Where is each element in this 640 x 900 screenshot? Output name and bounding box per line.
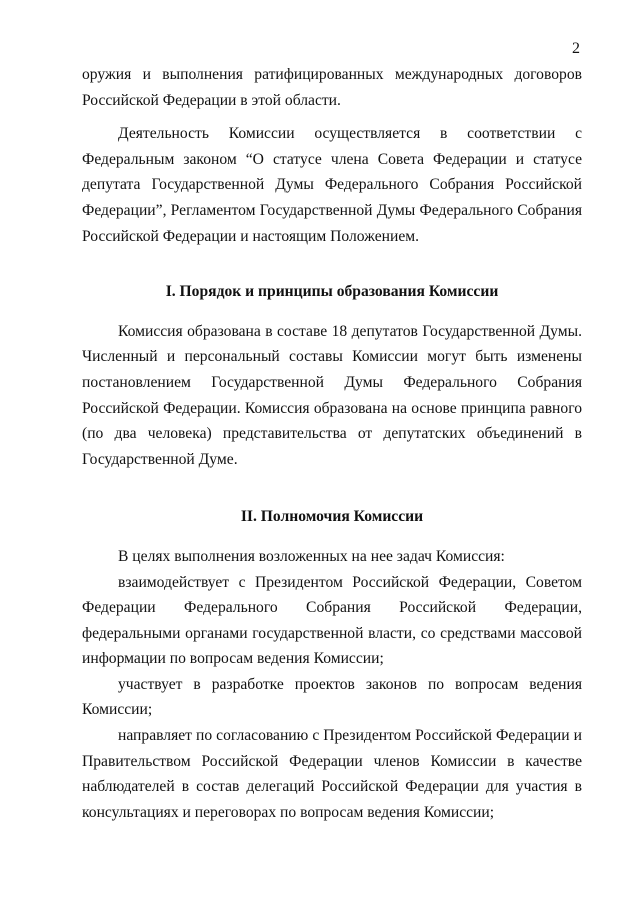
section-heading-powers: II. Полномочия Комиссии [240,508,424,526]
page-number: 2 [572,40,580,57]
section-heading-formation: I. Порядок и принципы образования Комиссии [165,283,499,301]
paragraph-power-legislation: участвует в разработке проектов законов по вопросам ведения Комиссии; [82,675,582,719]
paragraph-powers-intro: В целях выполнения возложенных на нее задач Комиссия: [118,547,505,565]
paragraph-continuation: оружия и выполнения ратифицированных международных договоров Российской Федерации в этой области. [82,66,582,109]
document-body [82,62,582,825]
paragraph-composition: Комиссия образована в составе 18 депутатов Государственной Думы. Численный и персональный составы Комиссии могут быть изменены постановлением Государственной Думы Федерального Собрания Российской Федерации. Комиссия образована на основе принципа равного (по два человека) представительства от депутатских объединений в Государственной Думе. [82,322,582,468]
paragraph-power-observers: направляет по согласованию с Президентом Российской Федерации и Правительством Российской Федерации членов Комиссии в качестве наблюдателей в состав делегаций Российской Федерации для участия в консультациях и переговорах по вопросам ведения Комиссии; [82,727,582,821]
paragraph-activity-basis: Деятельность Комиссии осуществляется в соответствии с Федеральным законом “О статусе члена Совета Федерации и статусе депутата Государственной Думы Федерального Собрания Российской Федерации”, Регламентом Государственной Думы Федерального Собрания Российской Федерации и настоящим Положением. [82,125,582,245]
paragraph-power-interaction: взаимодействует с Президентом Российской Федерации, Советом Федерации Федерального Собрания Российской Федерации, федеральными органами государственной власти, со средствами массовой информации по вопросам ведения Комиссии; [82,573,582,668]
